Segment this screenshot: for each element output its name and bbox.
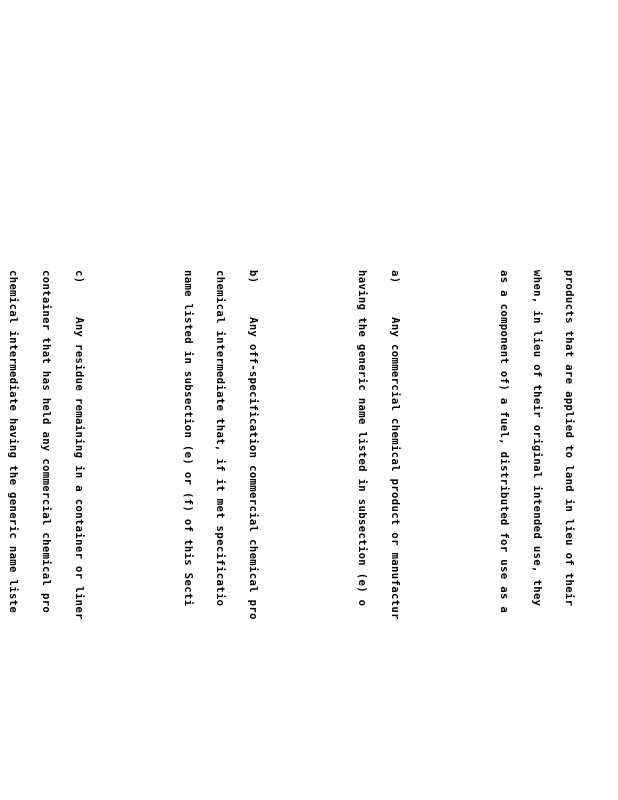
paragraph-intro	[476, 270, 596, 800]
text-line: products that are applied to land in lieu of their	[563, 270, 576, 607]
paragraph-gap	[127, 270, 138, 800]
text-line: name listed in subsection (e) or (f) of this Secti	[181, 270, 194, 607]
text-line: as a component of) a fuel, distributed for use as a	[497, 270, 510, 614]
text-line: b) Any off-specification commercial chemical pro	[247, 270, 260, 620]
paragraph-gap	[302, 270, 313, 800]
text-line: container that has held any commercial chemical pro	[40, 270, 53, 614]
paragraph-c	[0, 270, 106, 800]
text-line: having the generic name listed in subsection (e) o	[356, 270, 369, 607]
text-line: chemical intermediate that, if it met specificatio	[214, 270, 227, 607]
paragraph-gap	[444, 270, 455, 800]
text-line: when, in lieu of their original intended use, they	[530, 270, 543, 607]
paragraph-a	[335, 270, 422, 800]
text-line: chemical intermediate having the generic name liste	[7, 270, 20, 614]
rotated-text-block	[0, 270, 618, 800]
paragraph-b	[160, 270, 280, 800]
text-line: a) Any commercial chemical product or manufactur	[388, 270, 401, 620]
text-line: c) Any residue remaining in a container or liner	[72, 270, 85, 620]
